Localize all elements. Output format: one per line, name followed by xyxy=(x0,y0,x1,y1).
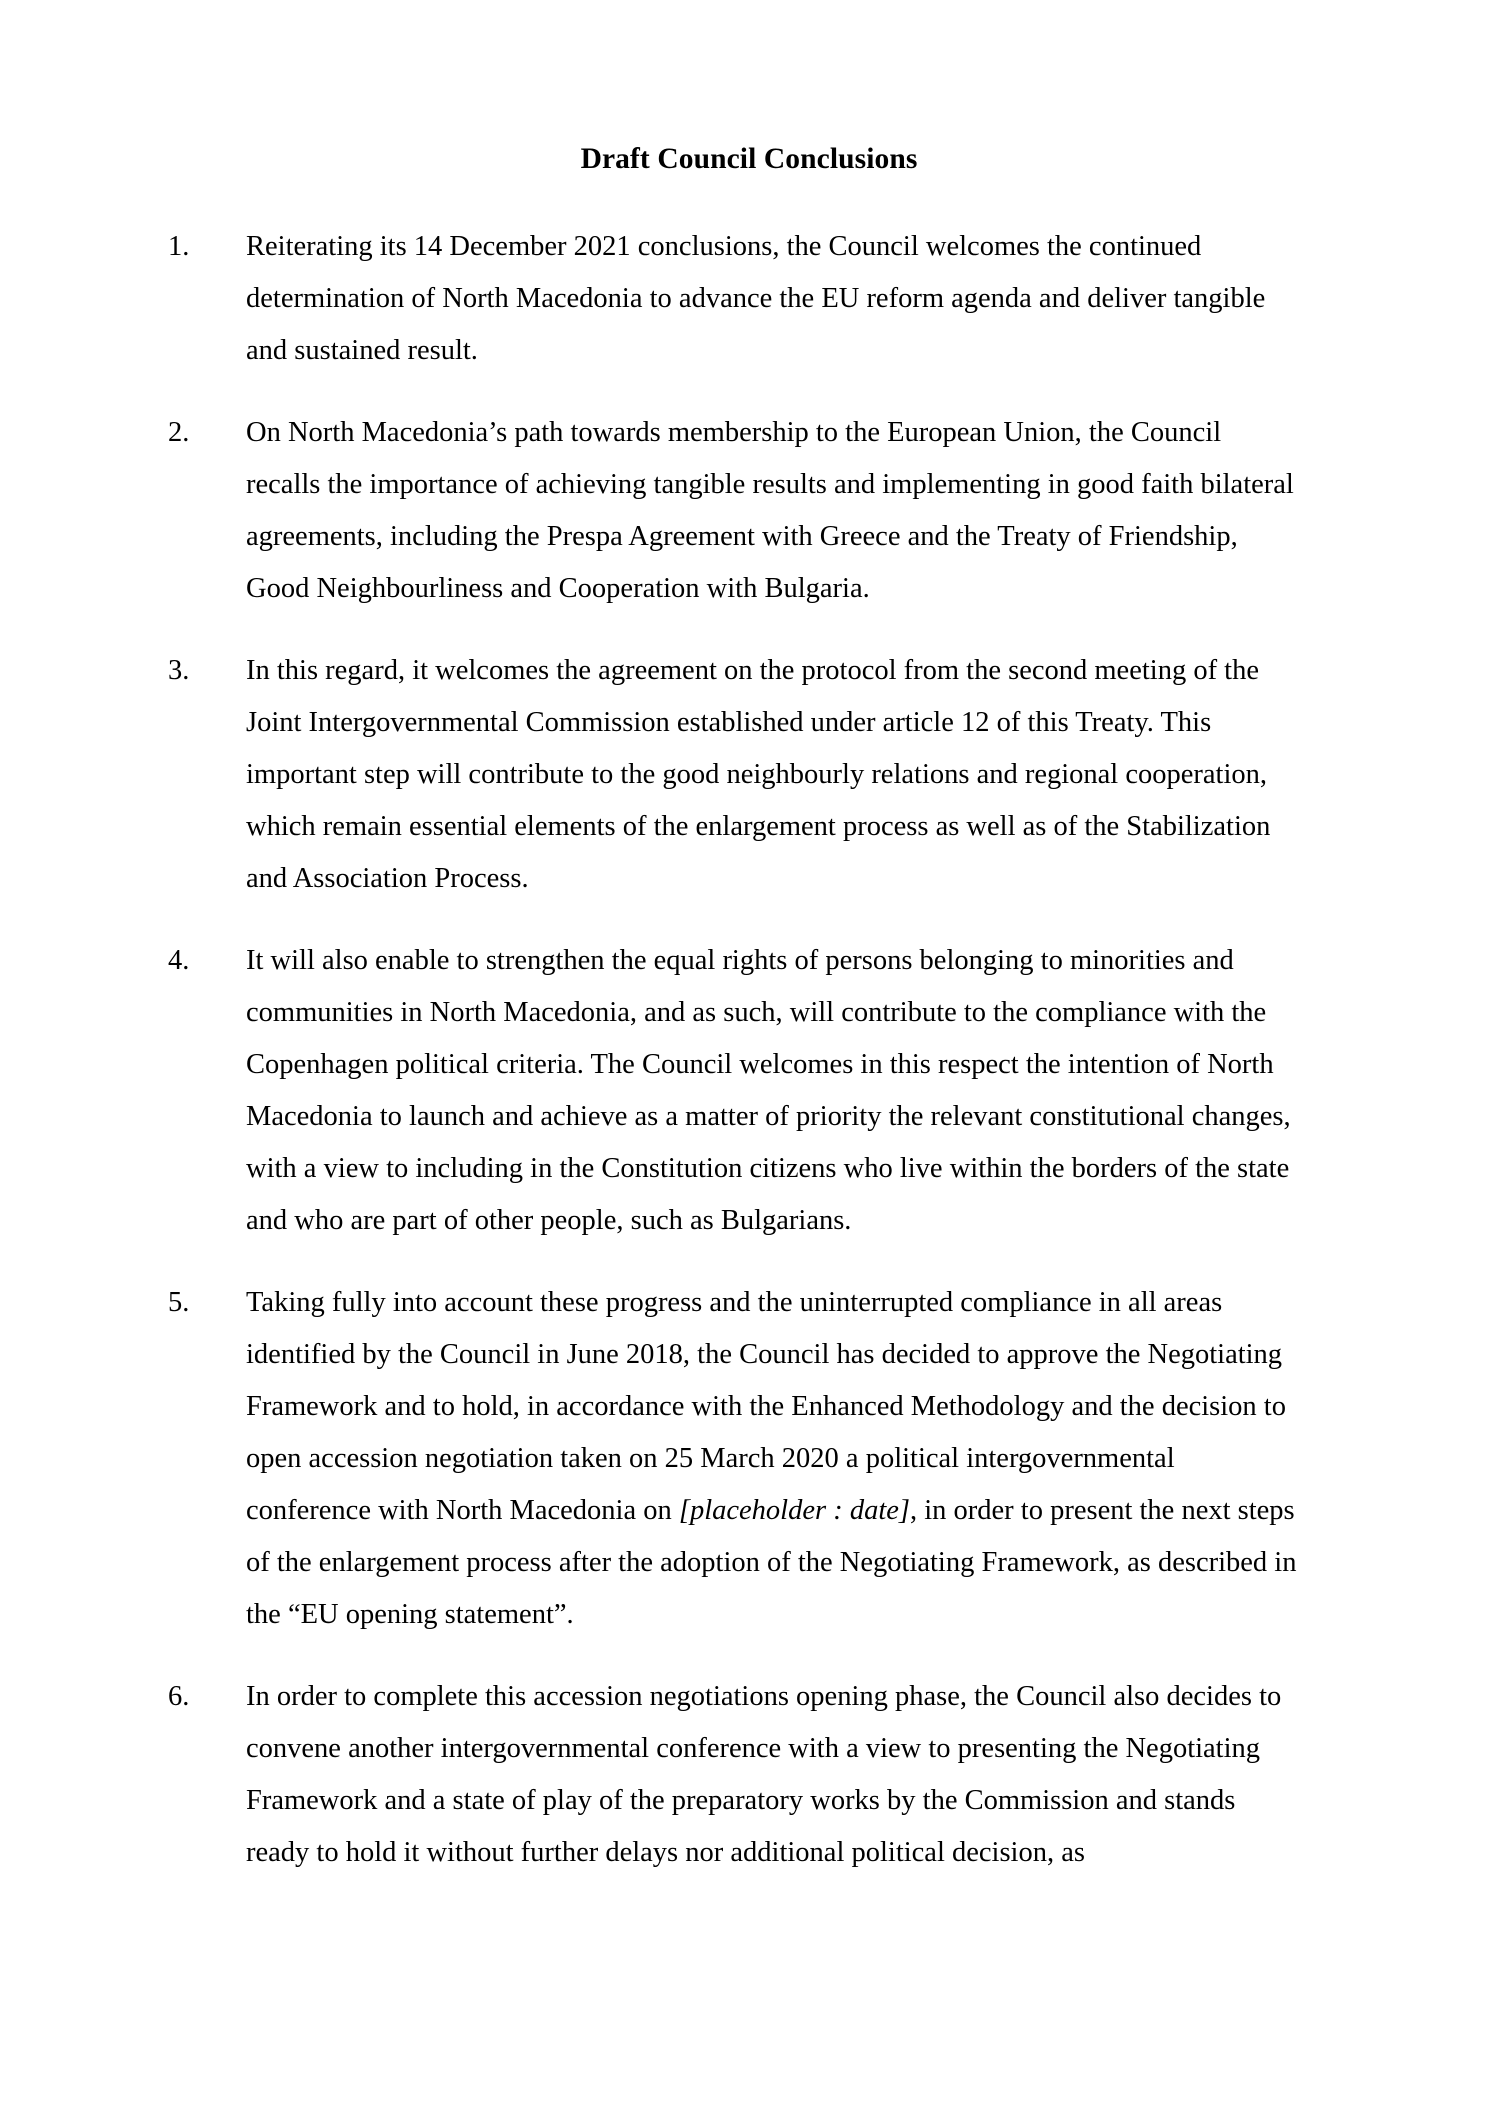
clause-number: 6. xyxy=(168,1681,190,1713)
clause-body: On North Macedonia’s path towards membership to the European Union, the Council recalls the importance of achieving tangible results and implementing in good faith bilateral agreements, including the Prespa Agreement with Greece and the Treaty of Friendship, Good Neighbourliness and Cooperation with Bulgaria. xyxy=(246,417,1294,605)
clause-body: In order to complete this accession negotiations opening phase, the Council also decides to convene another intergovernmental conference with a view to presenting the Negotiating Framework and a state of play of the preparatory works by the Commission and stands ready to hold it without further delays nor additional political decision, as xyxy=(246,1681,1282,1869)
clause-body: In this regard, it welcomes the agreement on the protocol from the second meeting of the Joint Intergovernmental Commission established under article 12 of this Treaty. This important step will contribute to the good neighbourly relations and regional cooperation, which remain essential elements of the enlargement process as well as of the Stabilization and Association Process. xyxy=(246,655,1271,895)
date-placeholder: [placeholder : date] xyxy=(678,1495,910,1527)
clause-item-1 xyxy=(168,221,1300,377)
clause-number: 1. xyxy=(168,231,190,263)
clause-text-segment: Taking fully into account these progress and the uninterrupted compliance in all areas identified by the Council in June 2018, the Council has decided to approve the Negotiating Framework and to hold, in accordance with the Enhanced Methodology and the decision to open accession negotiation taken on 25 March 2020 a political intergovernmental conference with North Macedonia on xyxy=(246,1287,1286,1527)
clause-item-4 xyxy=(168,935,1300,1247)
clause-item-2 xyxy=(168,407,1300,615)
clause-number: 3. xyxy=(168,655,190,687)
clause-number: 2. xyxy=(168,417,190,449)
clause-body: It will also enable to strengthen the equal rights of persons belonging to minorities and communities in North Macedonia, and as such, will contribute to the compliance with the Copenhagen political criteria. The Council welcomes in this respect the intention of North Macedonia to launch and achieve as a matter of priority the relevant constitutional changes, with a view to including in the Constitution citizens who live within the borders of the state and who are part of other people, such as Bulgarians. xyxy=(246,945,1291,1237)
page-title: Draft Council Conclusions xyxy=(580,143,918,175)
clause-text-segment: , in order to present the next steps of the enlargement process after the adoption of the Negotiating Framework, as described in the “EU opening statement”. xyxy=(246,1495,1297,1631)
clause-body xyxy=(246,1277,1300,1641)
clause-item-5 xyxy=(168,1277,1300,1641)
clause-number: 5. xyxy=(168,1287,190,1319)
clause-item-6 xyxy=(168,1671,1300,1879)
clause-item-3 xyxy=(168,645,1300,905)
clause-list xyxy=(168,221,1300,1879)
clause-number: 4. xyxy=(168,945,190,977)
clause-body: Reiterating its 14 December 2021 conclusions, the Council welcomes the continued determination of North Macedonia to advance the EU reform agenda and deliver tangible and sustained result. xyxy=(246,231,1266,367)
